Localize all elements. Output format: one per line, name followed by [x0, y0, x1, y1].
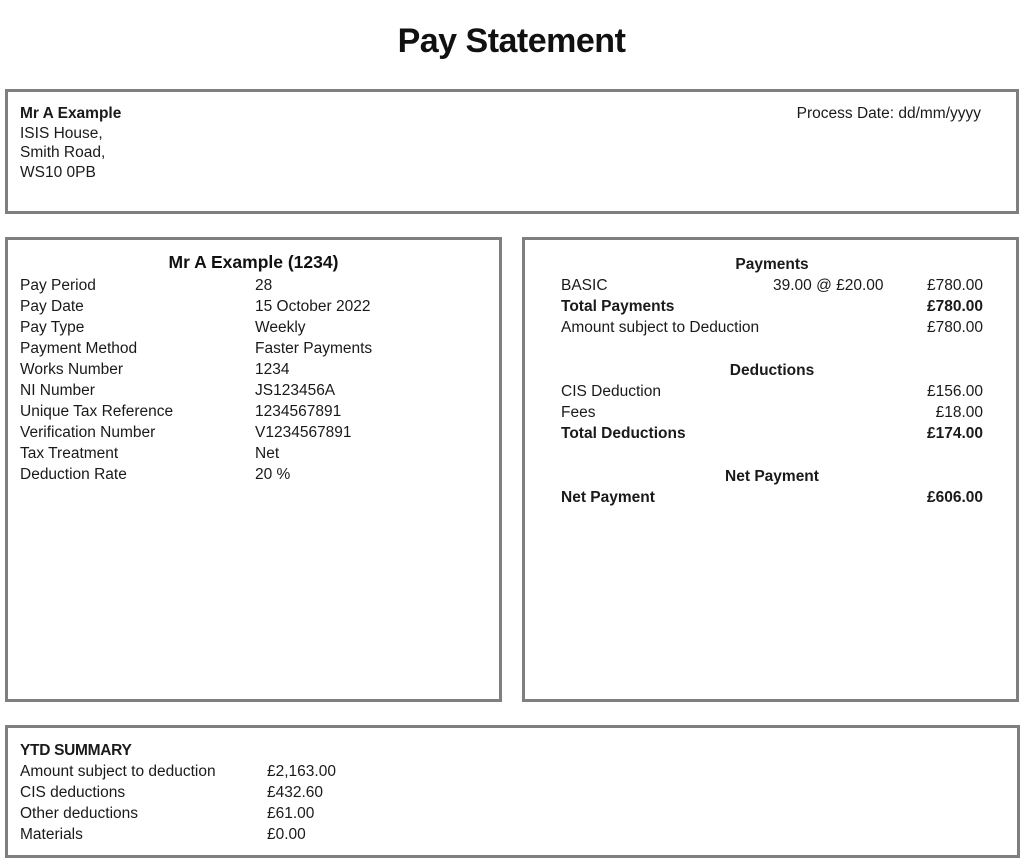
- ytd-content: [20, 740, 336, 845]
- field-label: Pay Period: [20, 277, 96, 294]
- employee-details-panel: [5, 237, 502, 702]
- ytd-summary-panel: [5, 725, 1020, 858]
- deduction-row-fees: [561, 402, 983, 423]
- spacer: [561, 444, 983, 466]
- row-amount: £18.00: [935, 404, 983, 421]
- row-label: Amount subject to Deduction: [561, 319, 760, 336]
- employee-fields: [20, 275, 490, 485]
- field-value: 1234567891: [255, 403, 342, 420]
- recipient-address: [20, 104, 121, 182]
- deductions-heading: Deductions: [729, 362, 815, 379]
- ytd-row-cis-deductions: [20, 782, 336, 803]
- net-payment-row: [561, 487, 983, 508]
- field-value: 20 %: [255, 466, 291, 483]
- payments-panel: [522, 237, 1019, 702]
- ytd-row-other-deductions: [20, 803, 336, 824]
- row-amount: £156.00: [926, 383, 983, 400]
- field-label: Tax Treatment: [20, 445, 119, 462]
- row-value: £2,163.00: [267, 763, 336, 780]
- field-label: Deduction Rate: [20, 466, 127, 483]
- field-value: 28: [255, 277, 273, 294]
- field-value: V1234567891: [255, 424, 352, 441]
- spacer: [561, 338, 983, 360]
- field-pay-period: [20, 275, 490, 296]
- ytd-row-amount-subject: [20, 761, 336, 782]
- ytd-title: YTD SUMMARY: [20, 742, 132, 759]
- deduction-row-cis: [561, 381, 983, 402]
- row-amount: £606.00: [926, 489, 983, 506]
- row-label: Fees: [561, 404, 596, 421]
- field-value: Net: [255, 445, 280, 462]
- field-label: NI Number: [20, 382, 95, 399]
- field-label: Payment Method: [20, 340, 138, 357]
- row-label: Materials: [20, 826, 83, 843]
- field-pay-date: [20, 296, 490, 317]
- field-pay-type: [20, 317, 490, 338]
- field-label: Pay Type: [20, 319, 85, 336]
- row-label: CIS Deduction: [561, 383, 661, 400]
- payment-row-basic: [561, 275, 983, 296]
- row-label: Amount subject to deduction: [20, 763, 216, 780]
- field-value: Faster Payments: [255, 340, 373, 357]
- row-value: £61.00: [267, 805, 315, 822]
- field-label: Verification Number: [20, 424, 156, 441]
- field-value: 1234: [255, 361, 290, 378]
- row-detail: 39.00 @ £20.00: [773, 277, 884, 294]
- row-label: BASIC: [561, 277, 608, 294]
- field-tax-treatment: [20, 443, 490, 464]
- payments-heading: Payments: [735, 256, 809, 273]
- field-deduction-rate: [20, 464, 490, 485]
- payment-row-total: [561, 296, 983, 317]
- payment-row-subject-to-deduction: [561, 317, 983, 338]
- process-date: Process Date: dd/mm/yyyy: [796, 105, 981, 122]
- address-line: Smith Road,: [20, 144, 106, 161]
- row-amount: £174.00: [926, 425, 983, 442]
- row-label: Total Payments: [561, 298, 675, 315]
- row-amount: £780.00: [926, 319, 983, 336]
- payments-content: [561, 254, 983, 508]
- field-label: Works Number: [20, 361, 124, 378]
- field-value: 15 October 2022: [255, 298, 371, 315]
- field-payment-method: [20, 338, 490, 359]
- ytd-row-materials: [20, 824, 336, 845]
- net-payment-heading: Net Payment: [725, 468, 819, 485]
- recipient-name: Mr A Example: [20, 105, 122, 122]
- deduction-row-total: [561, 423, 983, 444]
- row-value: £0.00: [267, 826, 306, 843]
- field-verification-number: [20, 422, 490, 443]
- field-ni-number: [20, 380, 490, 401]
- row-label: CIS deductions: [20, 784, 126, 801]
- row-value: £432.60: [267, 784, 324, 801]
- field-value: Weekly: [255, 319, 306, 336]
- field-unique-tax-reference: [20, 401, 490, 422]
- field-label: Pay Date: [20, 298, 84, 315]
- row-amount: £780.00: [926, 277, 983, 294]
- field-label: Unique Tax Reference: [20, 403, 174, 420]
- field-works-number: [20, 359, 490, 380]
- address-panel: [5, 89, 1019, 214]
- page-title: Pay Statement: [397, 22, 626, 60]
- employee-title: Mr A Example (1234): [168, 252, 339, 272]
- row-amount: £780.00: [926, 298, 983, 315]
- row-label: Net Payment: [561, 489, 655, 506]
- address-line: ISIS House,: [20, 124, 103, 142]
- address-line: WS10 0PB: [20, 163, 96, 181]
- field-value: JS123456A: [255, 382, 336, 399]
- row-label: Total Deductions: [561, 425, 686, 442]
- row-label: Other deductions: [20, 805, 139, 822]
